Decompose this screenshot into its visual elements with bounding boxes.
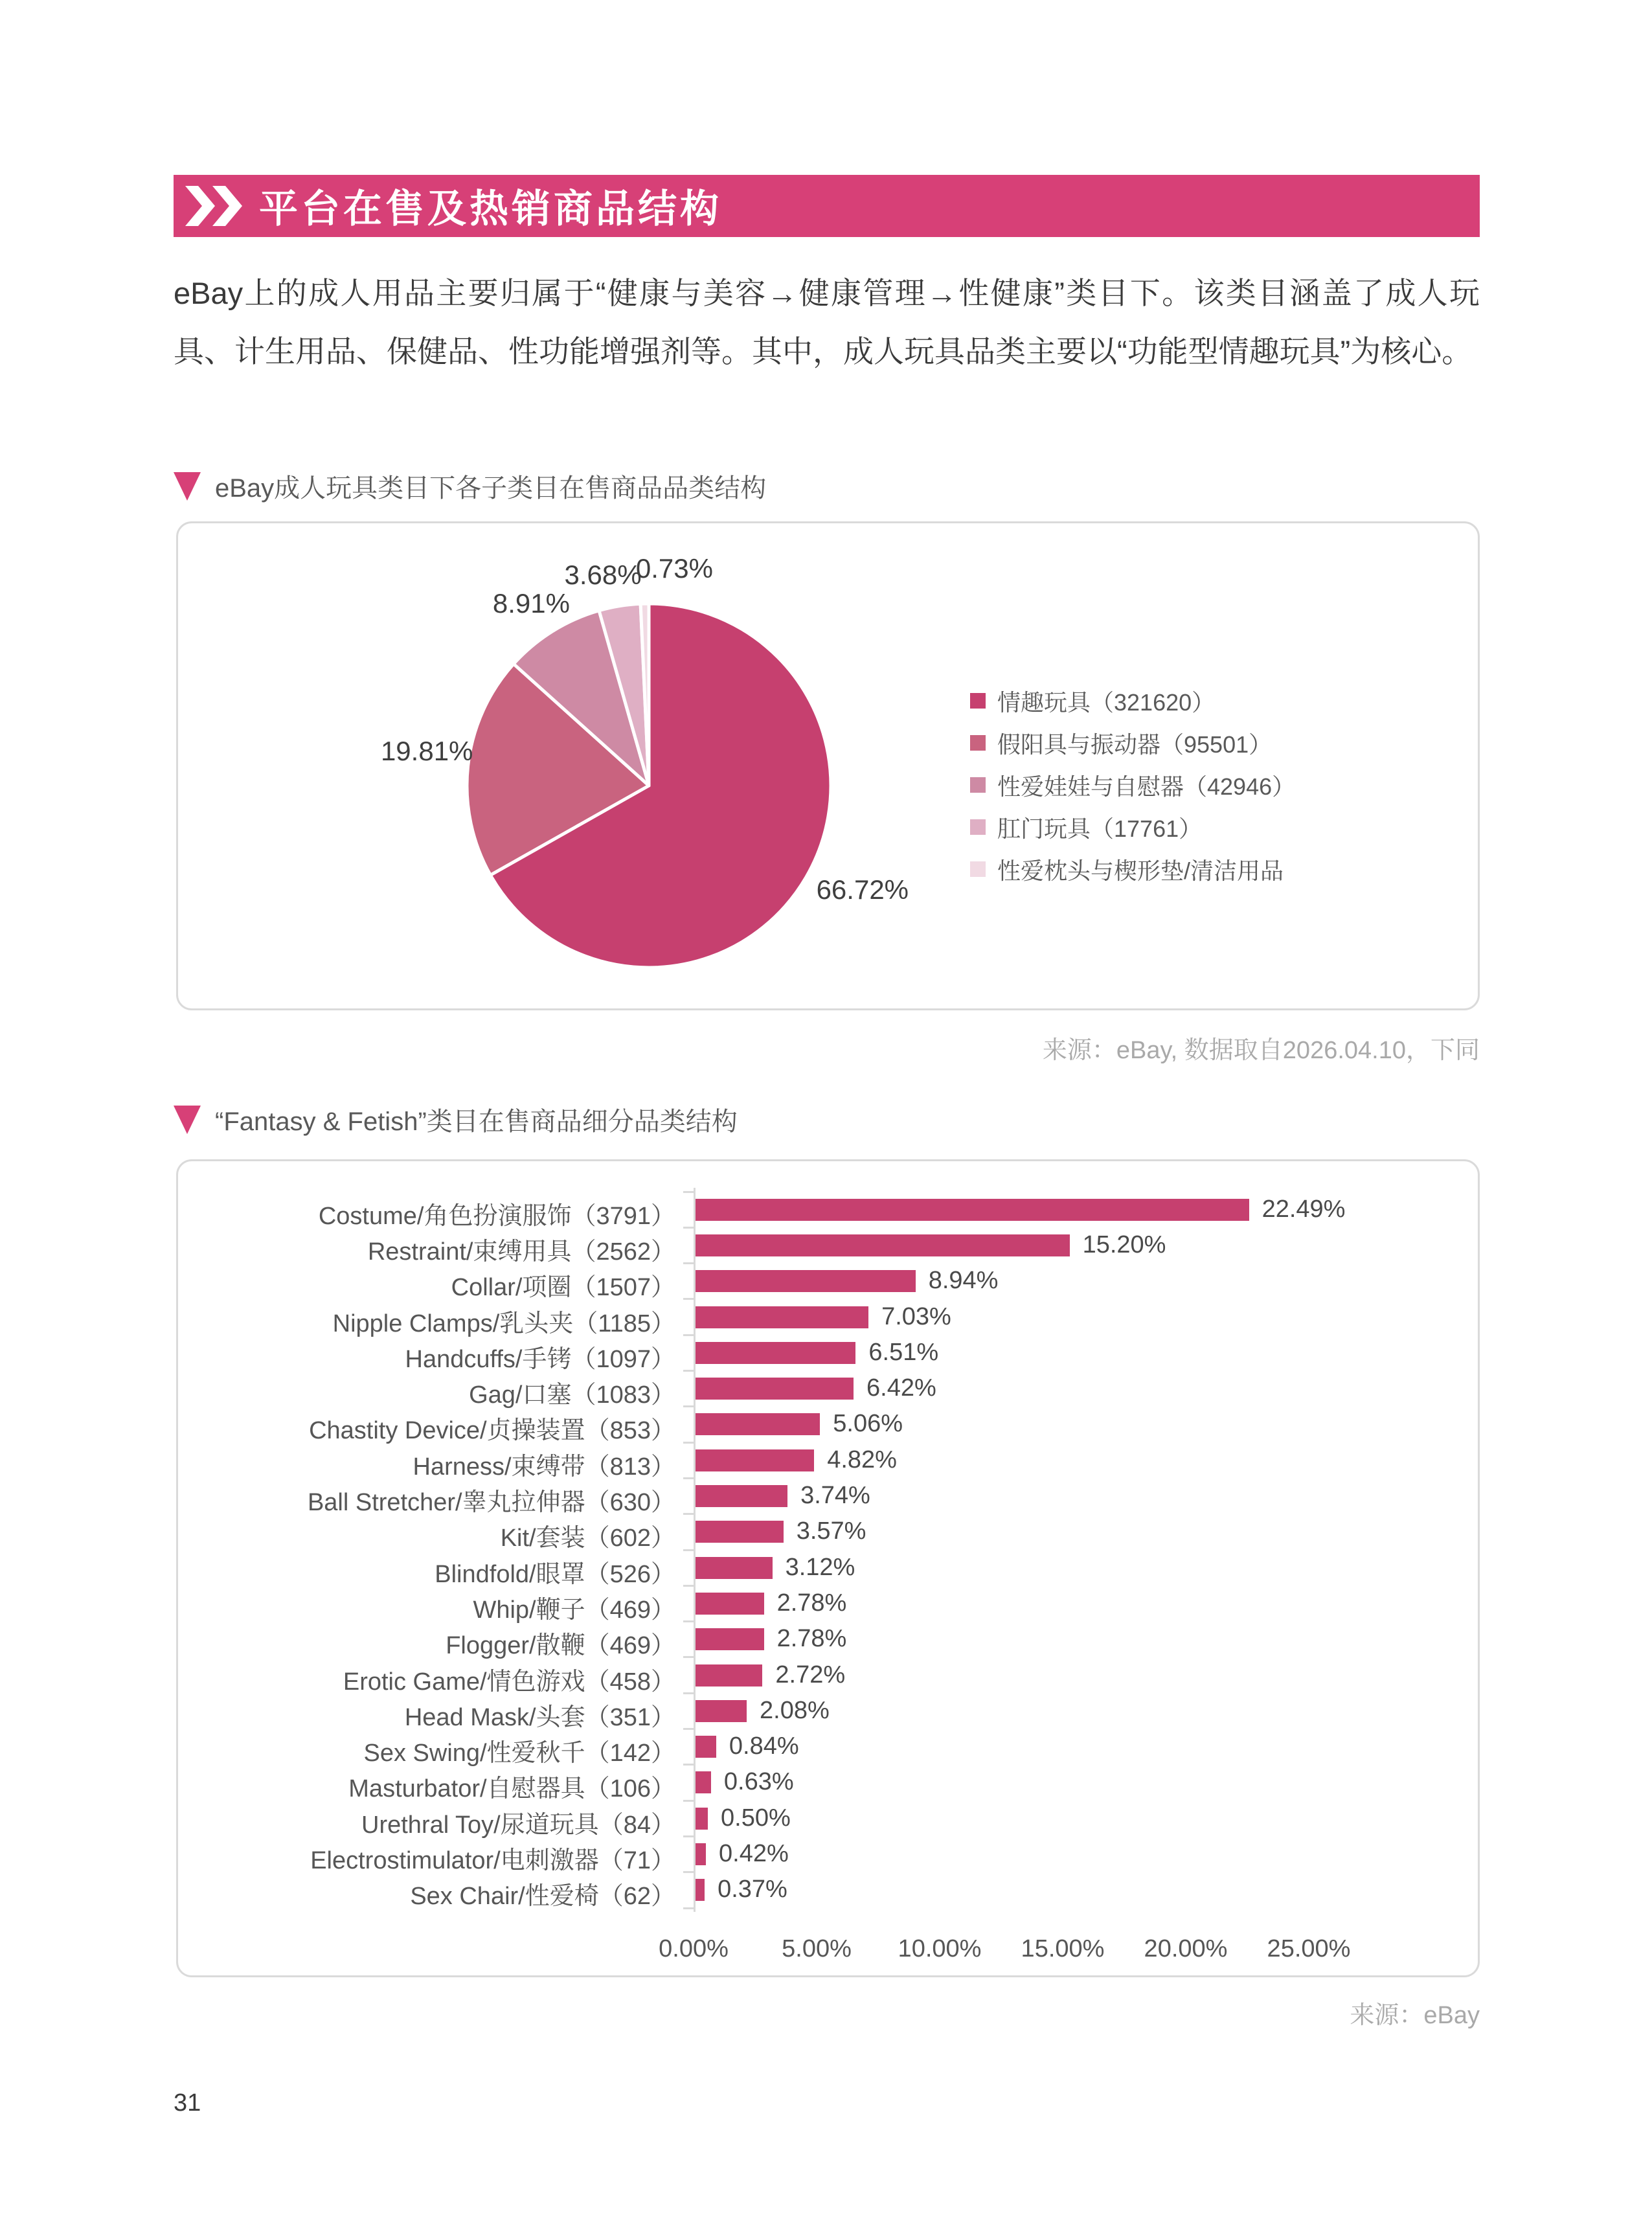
legend-swatch — [970, 819, 986, 835]
bar — [696, 1449, 814, 1471]
y-axis-line — [694, 1188, 696, 1912]
bar-value-label: 0.42% — [719, 1840, 789, 1868]
y-axis-tick — [683, 1262, 694, 1264]
bar — [696, 1628, 764, 1650]
y-axis-tick — [683, 1764, 694, 1766]
bar — [696, 1593, 764, 1615]
bar-value-label: 6.42% — [866, 1374, 936, 1402]
pie-percent-label: 3.68% — [564, 560, 642, 591]
bar — [696, 1521, 784, 1543]
legend-label: 肛门玩具（17761） — [997, 815, 1203, 842]
bar-category-label: Flogger/散鞭（469） — [446, 1632, 675, 1660]
triangle-down-icon — [174, 1106, 201, 1134]
y-axis-tick — [683, 1692, 694, 1694]
bar-category-label: Ball Stretcher/睾丸拉伸器（630） — [307, 1489, 675, 1516]
y-axis-tick — [683, 1835, 694, 1837]
legend-item — [970, 857, 1295, 884]
legend-item — [970, 731, 1295, 758]
page-number: 31 — [174, 2089, 201, 2117]
x-axis-tick-label: 15.00% — [1021, 1935, 1105, 1962]
bar-value-label: 0.37% — [718, 1876, 787, 1903]
bar — [696, 1879, 705, 1901]
figure2-source: 来源：eBay — [1350, 2002, 1480, 2029]
bar-value-label: 5.06% — [833, 1410, 903, 1438]
figure1-source: 来源：eBay, 数据取自2026.04.10，下同 — [1042, 1037, 1480, 1064]
pie-percent-label: 66.72% — [816, 874, 909, 905]
bar-category-label: Chastity Device/贞操装置（853） — [309, 1417, 675, 1445]
y-axis-tick — [683, 1656, 694, 1658]
bar-value-label: 0.63% — [723, 1768, 794, 1796]
bar-chart — [178, 1161, 1478, 1975]
bar — [696, 1736, 716, 1758]
bar — [696, 1664, 762, 1687]
bar-value-label: 2.78% — [776, 1589, 847, 1617]
bar-category-label: Erotic Game/情色游戏（458） — [343, 1668, 675, 1696]
y-axis-tick — [683, 1191, 694, 1193]
y-axis-tick — [683, 1405, 694, 1407]
bar-category-label: Electrostimulator/电刺激器（71） — [310, 1847, 675, 1875]
bar-category-label: Sex Swing/性爱秋千（142） — [363, 1740, 675, 1767]
y-axis-tick — [683, 1620, 694, 1622]
bar-value-label: 15.20% — [1082, 1231, 1166, 1258]
bar — [696, 1700, 747, 1722]
y-axis-tick — [683, 1370, 694, 1372]
bar — [696, 1413, 820, 1435]
legend-label: 假阳具与振动器（95501） — [997, 731, 1273, 758]
y-axis-tick — [683, 1477, 694, 1479]
bar-value-label: 4.82% — [827, 1446, 897, 1473]
intro-paragraph: eBay上的成人用品主要归属于“健康与美容→健康管理→性健康”类目下。该类目涵盖了成人玩具、计生用品、保健品、性功能增强剂等。其中，成人玩具品类主要以“功能型情趣玩具”为核心。 — [174, 276, 1480, 369]
y-axis-tick — [683, 1298, 694, 1300]
bar-category-label: Restraint/束缚用具（2562） — [367, 1238, 675, 1266]
section-banner — [174, 175, 1480, 237]
bar — [696, 1378, 854, 1400]
x-axis-tick-label: 0.00% — [659, 1935, 729, 1962]
bar-value-label: 6.51% — [868, 1338, 939, 1366]
bar — [696, 1270, 916, 1292]
bar-category-label: Harness/束缚带（813） — [413, 1453, 675, 1481]
y-axis-tick — [683, 1227, 694, 1229]
legend-swatch — [970, 861, 986, 877]
y-axis-tick — [683, 1800, 694, 1802]
bar — [696, 1485, 787, 1507]
legend-label: 性爱枕头与楔形垫/清洁用品 — [997, 857, 1284, 884]
bar-value-label: 2.78% — [776, 1625, 847, 1653]
figure2-title: “Fantasy & Fetish”类目在售商品细分品类结构 — [215, 1107, 738, 1136]
bar — [696, 1808, 708, 1830]
x-axis-tick-label: 5.00% — [782, 1935, 852, 1962]
bar-category-label: Nipple Clamps/乳头夹（1185） — [332, 1310, 675, 1337]
y-axis-tick — [683, 1728, 694, 1730]
bar-category-label: Collar/项圈（1507） — [451, 1274, 675, 1302]
triangle-down-icon — [174, 472, 201, 501]
bar-category-label: Sex Chair/性爱椅（62） — [410, 1883, 675, 1911]
pie-percent-label: 0.73% — [635, 553, 713, 584]
y-axis-tick — [683, 1334, 694, 1336]
bar-value-label: 0.50% — [721, 1804, 791, 1832]
bar — [696, 1843, 706, 1865]
bar-category-label: Head Mask/头套（351） — [404, 1703, 675, 1731]
y-axis-tick — [683, 1907, 694, 1909]
figure1-title: eBay成人玩具类目下各子类目在售商品品类结构 — [215, 474, 767, 503]
legend-swatch — [970, 693, 986, 709]
bar-value-label: 2.08% — [760, 1696, 830, 1724]
legend-swatch — [970, 777, 986, 793]
x-axis-tick-label: 25.00% — [1267, 1935, 1351, 1962]
bar-value-label: 8.94% — [928, 1267, 999, 1295]
bar — [696, 1199, 1249, 1221]
y-axis-tick — [683, 1549, 694, 1551]
bar-category-label: Costume/角色扮演服饰（3791） — [318, 1202, 675, 1230]
double-chevron-icon — [185, 186, 250, 226]
pie-percent-label: 8.91% — [492, 587, 570, 619]
x-axis-tick-label: 20.00% — [1144, 1935, 1228, 1962]
bar-category-label: Urethral Toy/尿道玩具（84） — [361, 1811, 675, 1839]
figure1-title-row — [174, 468, 766, 505]
legend-item — [970, 688, 1295, 716]
x-axis-tick-label: 10.00% — [898, 1935, 982, 1962]
bar-category-label: Masturbator/自慰器具（106） — [348, 1775, 675, 1803]
legend-label: 性爱娃娃与自慰器（42946） — [997, 773, 1296, 800]
bar-chart-box — [176, 1159, 1480, 1977]
bar-value-label: 22.49% — [1262, 1195, 1346, 1223]
bar-value-label: 3.74% — [800, 1482, 870, 1509]
y-axis-tick — [683, 1871, 694, 1873]
figure2-title-row — [174, 1101, 738, 1138]
legend-item — [970, 773, 1296, 800]
bar — [696, 1342, 855, 1364]
bar-category-label: Kit/套装（602） — [500, 1525, 675, 1552]
bar-value-label: 2.72% — [775, 1661, 846, 1688]
bar-value-label: 7.03% — [881, 1302, 951, 1330]
y-axis-tick — [683, 1442, 694, 1444]
y-axis-tick — [683, 1585, 694, 1587]
bar — [696, 1306, 868, 1328]
bar-value-label: 3.57% — [796, 1517, 866, 1545]
legend-item — [970, 815, 1295, 842]
pie-percent-label: 19.81% — [380, 736, 473, 767]
bar-value-label: 0.84% — [729, 1732, 799, 1760]
pie-chart — [448, 585, 850, 986]
pie-legend — [970, 689, 1295, 900]
bar-category-label: Handcuffs/手铐（1097） — [405, 1345, 675, 1373]
bar — [696, 1234, 1070, 1256]
bar-category-label: Gag/口塞（1083） — [469, 1381, 675, 1409]
bar-category-label: Whip/鞭子（469） — [473, 1596, 675, 1624]
bar — [696, 1557, 773, 1579]
y-axis-tick — [683, 1513, 694, 1515]
bar — [696, 1771, 711, 1793]
legend-label: 情趣玩具（321620） — [997, 688, 1216, 716]
legend-swatch — [970, 735, 986, 751]
bar-value-label: 3.12% — [785, 1553, 855, 1581]
bar-category-label: Blindfold/眼罩（526） — [435, 1560, 675, 1588]
section-title: 平台在售及热销商品结构 — [259, 187, 722, 231]
